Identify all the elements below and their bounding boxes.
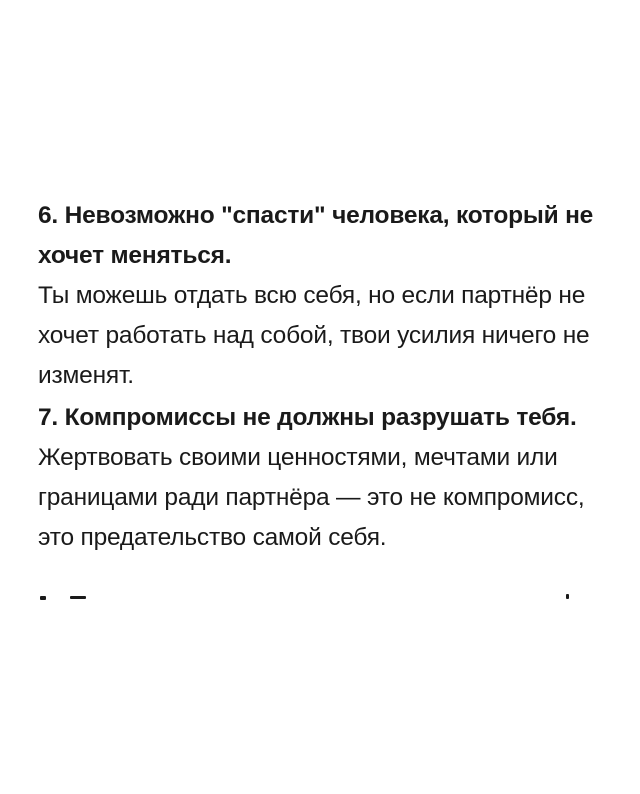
item-7-heading: 7. Компромиссы не должны разрушать тебя.: [38, 404, 577, 431]
item-7-body: Жертвовать своими ценностями, мечтами или границами ради партнёра — это не компромисс, это предательство самой себя.: [38, 444, 585, 551]
item-6-heading: 6. Невозможно "спасти" человека, который не хочет меняться.: [38, 202, 594, 269]
article-content: [38, 196, 618, 560]
clipped-glyph-fragment: [70, 596, 86, 599]
clipped-glyph-fragment: [566, 594, 569, 599]
clipped-glyph-fragment: [40, 596, 46, 600]
item-6-body: Ты можешь отдать всю себя, но если партнёр не хочет работать над собой, твои усилия ничего не изменят.: [38, 282, 590, 389]
